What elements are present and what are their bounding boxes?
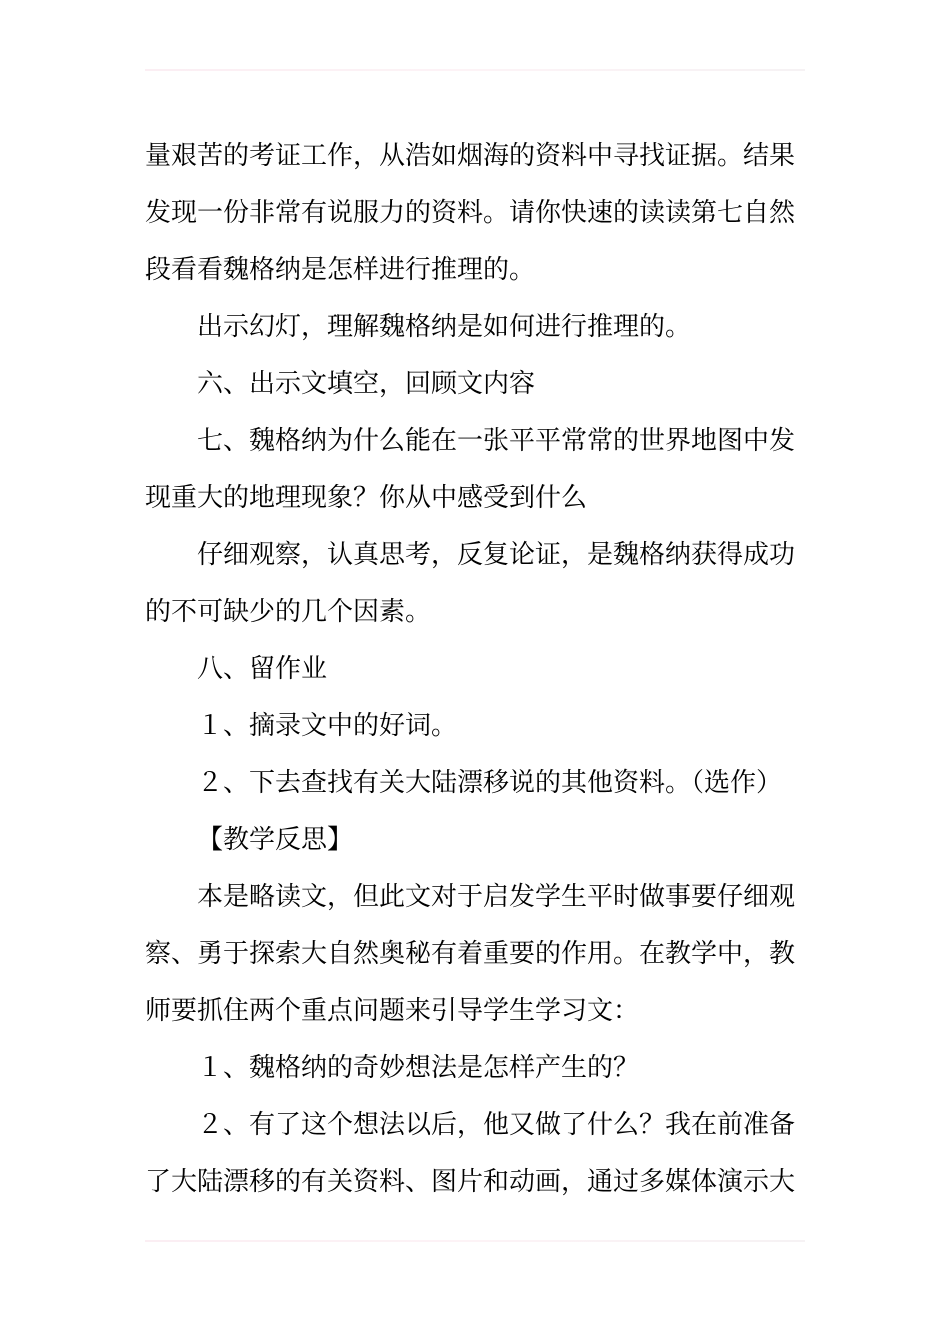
section-heading: 八、留作业 bbox=[197, 654, 328, 684]
text-line: 现重大的地理现象？你从中感受到什么 bbox=[145, 483, 588, 513]
text-line: 的不可缺少的几个因素。 bbox=[145, 597, 432, 627]
list-item: １、魏格纳的奇妙想法是怎样产生的？ bbox=[197, 1053, 640, 1083]
paragraph-line: 出示幻灯，理解魏格纳是如何进行推理的。 bbox=[197, 312, 692, 342]
text-line: 量艰苦的考证工作，从浩如烟海的资料中寻找证据。结果 bbox=[145, 141, 796, 171]
list-item: ２、下去查找有关大陆漂移说的其他资料。（选作） bbox=[197, 768, 783, 798]
header-rule bbox=[145, 69, 805, 71]
paragraph-line: 仔细观察，认真思考，反复论证，是魏格纳获得成功 bbox=[197, 540, 796, 570]
text-line: 段看看魏格纳是怎样进行推理的。 bbox=[145, 255, 536, 285]
text-line: 了大陆漂移的有关资料、图片和动画，通过多媒体演示大 bbox=[145, 1167, 796, 1197]
list-item: １、摘录文中的好词。 bbox=[197, 711, 458, 741]
footer-rule bbox=[145, 1240, 805, 1242]
section-heading: 【教学反思】 bbox=[197, 825, 354, 855]
list-item: ２、有了这个想法以后，他又做了什么？我在前准备 bbox=[197, 1110, 796, 1140]
section-heading: 七、魏格纳为什么能在一张平平常常的世界地图中发 bbox=[197, 426, 796, 456]
text-line: 察、勇于探索大自然奥秘有着重要的作用。在教学中，教 bbox=[145, 939, 796, 969]
text-line: 师要抓住两个重点问题来引导学生学习文： bbox=[145, 996, 640, 1026]
paragraph-line: 本是略读文，但此文对于启发学生平时做事要仔细观 bbox=[197, 882, 796, 912]
text-line: 发现一份非常有说服力的资料。请你快速的读读第七自然 bbox=[145, 198, 796, 228]
section-heading: 六、出示文填空，回顾文内容 bbox=[197, 369, 536, 399]
document-body bbox=[145, 128, 807, 1211]
